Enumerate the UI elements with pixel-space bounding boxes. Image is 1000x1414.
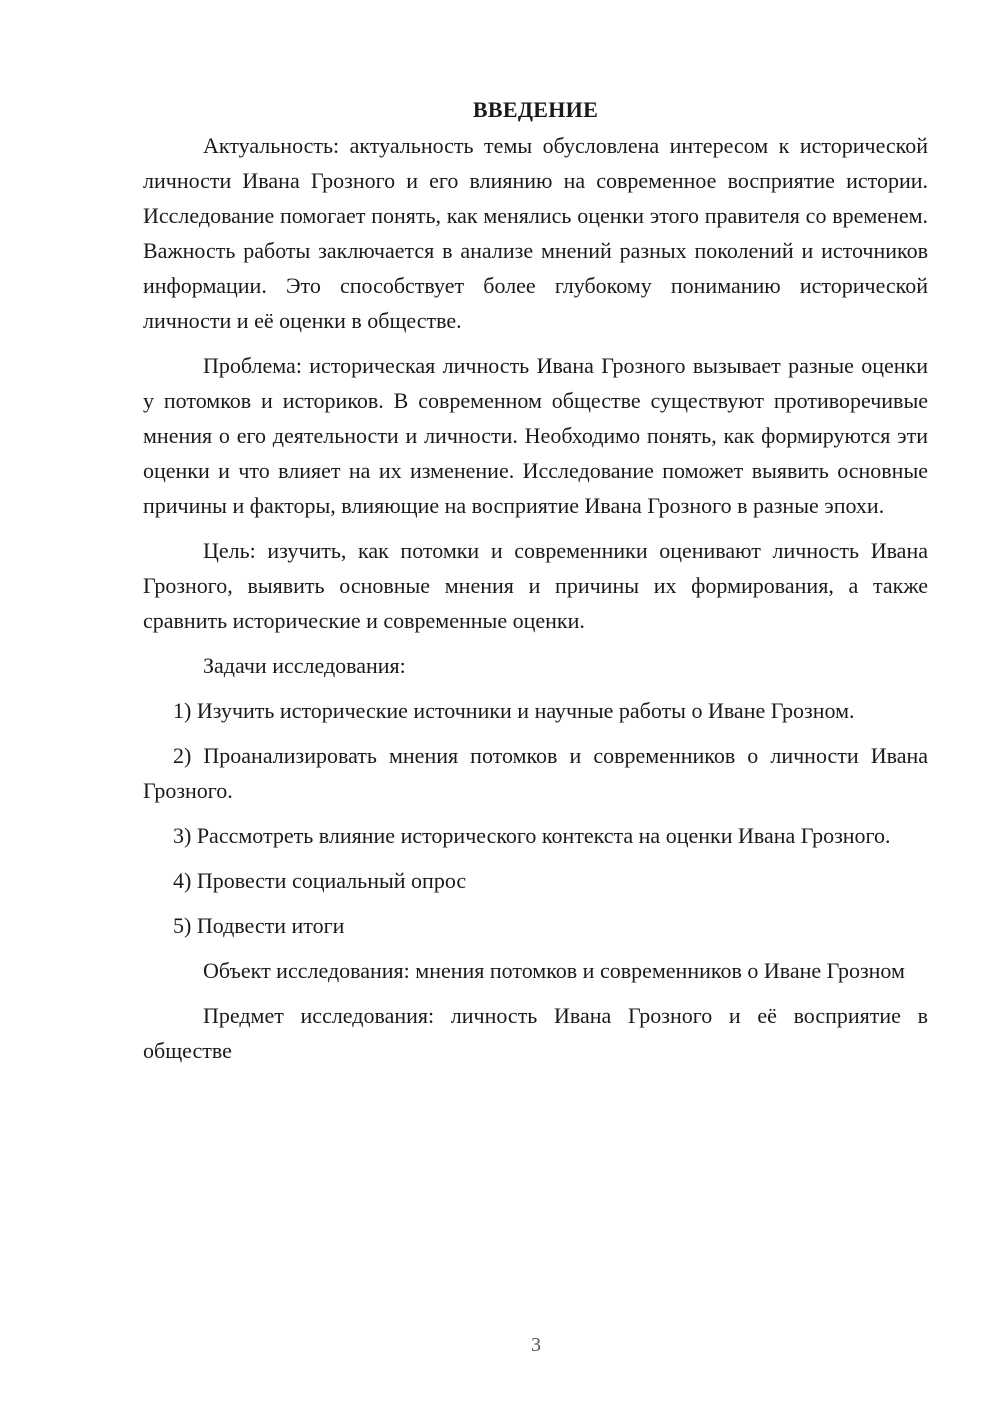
goal-paragraph: Цель: изучить, как потомки и современники оценивают личность Ивана Грозного, выявить основные мнения и причины их формирования, а также сравнить исторические и современные оценки. — [143, 538, 928, 633]
task-item-5: 5) Подвести итоги — [173, 913, 345, 938]
page-title: ВВЕДЕНИЕ — [472, 97, 599, 122]
research-object-paragraph: Объект исследования: мнения потомков и современников о Иване Грозном — [203, 958, 905, 983]
task-item-4: 4) Провести социальный опрос — [173, 868, 467, 893]
document-page — [143, 92, 928, 1078]
tasks-intro: Задачи исследования: — [203, 653, 406, 678]
task-item-1: 1) Изучить исторические источники и научные работы о Иване Грозном. — [173, 698, 855, 723]
problem-paragraph: Проблема: историческая личность Ивана Грозного вызывает разные оценки у потомков и историков. В современном обществе существуют противоречивые мнения о его деятельности и личности. Необходимо понять, как формируются эти оценки и что влияет на их изменение. Исследование поможет выявить основные причины и факторы, влияющие на восприятие Ивана Грозного в разные эпохи. — [143, 353, 928, 518]
research-subject-paragraph: Предмет исследования: личность Ивана Грозного и её восприятие в обществе — [143, 1003, 928, 1063]
task-item-2: 2) Проанализировать мнения потомков и современников о личности Ивана Грозного. — [143, 743, 928, 803]
relevance-paragraph: Актуальность: актуальность темы обусловлена интересом к исторической личности Ивана Грозного и его влиянию на современное восприятие истории. Исследование помогает понять, как менялись оценки этого правителя со временем. Важность работы заключается в анализе мнений разных поколений и источников информации. Это способствует более глубокому пониманию исторической личности и её оценки в обществе. — [143, 133, 928, 333]
task-item-3: 3) Рассмотреть влияние исторического контекста на оценки Ивана Грозного. — [173, 823, 891, 848]
page-number: 3 — [531, 1334, 541, 1356]
